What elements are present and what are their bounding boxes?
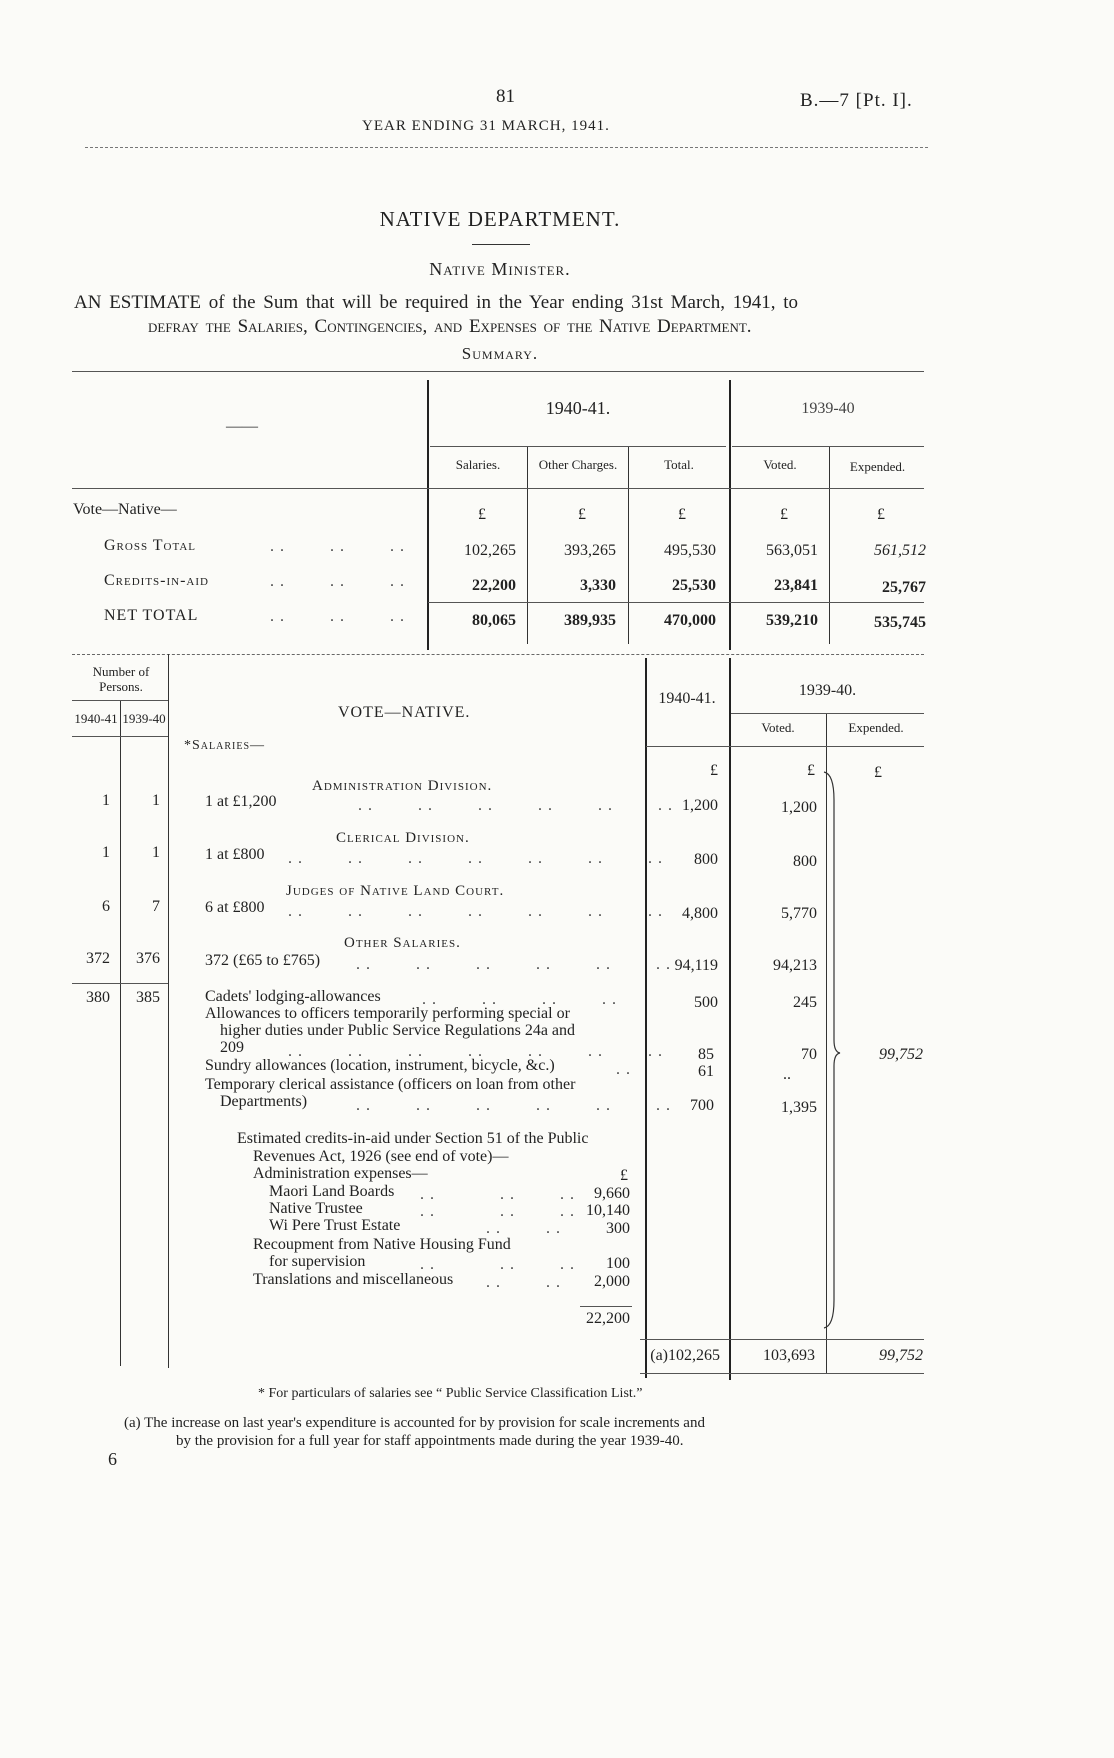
translations-label: Translations and miscellaneous bbox=[253, 1271, 454, 1288]
col-total: Total. bbox=[664, 457, 694, 472]
detail-col-voted: Voted. bbox=[761, 720, 795, 735]
allowance-line: Allowances to officers temporarily performing special or bbox=[205, 1005, 570, 1022]
detail-rule bbox=[731, 713, 924, 714]
credit-item-label: Maori Land Boards bbox=[269, 1183, 395, 1200]
leader-dots: .. .. .. bbox=[420, 1203, 580, 1220]
persons-prev: 1 bbox=[152, 792, 160, 809]
credits-salaries: 22,200 bbox=[472, 577, 516, 594]
gross-total-label: Gross Total bbox=[104, 537, 197, 554]
expended-group-total: 99,752 bbox=[879, 1046, 923, 1063]
amount-voted: 70 bbox=[801, 1046, 817, 1063]
leader-dots: .. .. .. bbox=[270, 608, 410, 625]
leader-dots: .. .. bbox=[486, 1274, 566, 1291]
credits-admin-label: Administration expenses— bbox=[253, 1165, 428, 1182]
amount-voted: 1,395 bbox=[781, 1099, 817, 1116]
persons-prev: 7 bbox=[152, 898, 160, 915]
col-expended: Expended. bbox=[849, 459, 906, 474]
credit-item-label: Wi Pere Trust Estate bbox=[269, 1217, 401, 1234]
credit-item-value: 9,660 bbox=[594, 1185, 630, 1202]
grand-total-current: (a)102,265 bbox=[650, 1347, 720, 1364]
amount-voted: 94,213 bbox=[773, 957, 817, 974]
leader-dots: .. .. .. bbox=[270, 573, 410, 590]
gross-salaries: 102,265 bbox=[464, 542, 516, 559]
recoupment-line: for supervision bbox=[269, 1253, 366, 1270]
section-heading: Clerical Division. bbox=[336, 830, 470, 846]
currency-symbol: £ bbox=[807, 762, 815, 779]
leader-dots: .. .. .. .. .. .. .. bbox=[288, 903, 668, 920]
header-rule bbox=[85, 147, 928, 148]
summary-rule bbox=[428, 602, 924, 603]
amount-current: 700 bbox=[690, 1097, 714, 1114]
credits-line: Estimated credits-in-aid under Section 51 of the Public bbox=[237, 1130, 589, 1147]
allowance-line: Sundry allowances (location, instrument, bicycle, &c.) bbox=[205, 1057, 555, 1074]
persons-prev: 376 bbox=[136, 950, 160, 967]
net-expended: 535,745 bbox=[874, 614, 926, 631]
section-heading: Judges of Native Land Court. bbox=[286, 883, 505, 899]
credits-voted: 23,841 bbox=[774, 577, 818, 594]
section-heading: Other Salaries. bbox=[344, 935, 461, 951]
summary-vline bbox=[729, 380, 731, 650]
minister-heading: Native Minister. bbox=[429, 259, 571, 279]
summary-vline bbox=[829, 446, 830, 644]
allowance-line: Cadets' lodging-allowances bbox=[205, 988, 381, 1005]
leader-dots: .. bbox=[616, 1061, 636, 1078]
persons-prev: 1 bbox=[152, 844, 160, 861]
credits-in-aid-label: Credits-in-aid bbox=[104, 572, 209, 589]
leader-dots: .. .. .. bbox=[420, 1186, 580, 1203]
persons-current: 1 bbox=[102, 844, 110, 861]
credit-item-value: 300 bbox=[606, 1220, 630, 1237]
persons-current: 6 bbox=[102, 898, 110, 915]
credits-line: Revenues Act, 1926 (see end of vote)— bbox=[253, 1148, 509, 1165]
gross-other-charges: 393,265 bbox=[564, 542, 616, 559]
vote-native-label: Vote—Native— bbox=[73, 501, 177, 518]
persons-header: Number of Persons. bbox=[92, 664, 150, 694]
title-rule bbox=[472, 244, 530, 245]
currency-symbol: £ bbox=[620, 1167, 628, 1184]
footnote-a-line-2: by the provision for a full year for staff appointments made during the year 1939-40. bbox=[176, 1433, 684, 1449]
summary-year-current: 1940-41. bbox=[545, 398, 611, 418]
summary-vline bbox=[628, 446, 629, 644]
currency-symbol: £ bbox=[578, 506, 586, 523]
footnote-star: * For particulars of salaries see “ Public Service Classification List.” bbox=[258, 1386, 643, 1401]
currency-symbol: £ bbox=[710, 762, 718, 779]
net-total-label: NET TOTAL bbox=[104, 607, 199, 624]
leader-dots: .. .. .. .. .. .. .. bbox=[288, 850, 668, 867]
allowance-line: higher duties under Public Service Regulations 24a and bbox=[220, 1022, 576, 1039]
detail-rule bbox=[72, 700, 168, 701]
summary-rule bbox=[72, 488, 924, 489]
net-total: 470,000 bbox=[664, 612, 716, 629]
summary-vline bbox=[427, 380, 429, 650]
leader-dots: .. .. .. .. .. .. bbox=[356, 1097, 676, 1114]
department-title: NATIVE DEPARTMENT. bbox=[379, 207, 621, 231]
credits-expended: 25,767 bbox=[882, 579, 926, 596]
credits-total: 25,530 bbox=[672, 577, 716, 594]
page-mark: 6 bbox=[108, 1449, 117, 1469]
amount-current: 85 bbox=[698, 1046, 714, 1063]
currency-symbol: £ bbox=[874, 764, 882, 781]
leader-dots: .. .. .. .. .. .. bbox=[358, 797, 678, 814]
grand-total-expended: 99,752 bbox=[879, 1347, 923, 1364]
amount-current: 1,200 bbox=[682, 797, 718, 814]
detail-year-current: 1940-41. bbox=[658, 690, 716, 707]
leader-dots: .. .. .. bbox=[270, 538, 410, 555]
allowance-line: Temporary clerical assistance (officers on loan from other bbox=[205, 1076, 576, 1093]
salaries-label: *Salaries— bbox=[184, 738, 266, 753]
summary-heading: Summary. bbox=[461, 344, 539, 363]
gross-expended: 561,512 bbox=[874, 542, 926, 559]
net-other-charges: 389,935 bbox=[564, 612, 616, 629]
detail-bottom-rule bbox=[640, 1373, 924, 1374]
allowance-line: Departments) bbox=[220, 1093, 308, 1110]
amount-voted: 245 bbox=[793, 994, 817, 1011]
col-salaries: Salaries. bbox=[455, 457, 501, 472]
summary-year-prev: 1939-40 bbox=[801, 400, 855, 417]
persons-current: 372 bbox=[86, 950, 110, 967]
summary-bottom-rule bbox=[72, 654, 924, 655]
credit-item-label: Native Trustee bbox=[269, 1200, 363, 1217]
page-number: 81 bbox=[496, 86, 515, 107]
col-voted: Voted. bbox=[763, 457, 797, 472]
persons-total-prev: 385 bbox=[136, 989, 160, 1006]
estimate-line-2: defray the Salaries, Contingencies, and Expenses of the Native Department. bbox=[148, 316, 752, 337]
recoupment-value: 100 bbox=[606, 1255, 630, 1272]
currency-symbol: £ bbox=[678, 506, 686, 523]
grand-total-voted: 103,693 bbox=[763, 1347, 815, 1364]
summary-rule bbox=[732, 446, 924, 447]
currency-symbol: £ bbox=[478, 506, 486, 523]
vote-native-title: VOTE—NATIVE. bbox=[338, 704, 471, 721]
amount-current: 61 bbox=[698, 1063, 714, 1080]
credit-item-value: 10,140 bbox=[586, 1202, 630, 1219]
detail-year-prev: 1939-40. bbox=[798, 682, 857, 699]
salary-line: 1 at £800 bbox=[205, 846, 265, 863]
summary-dash: —— bbox=[226, 418, 258, 435]
gross-voted: 563,051 bbox=[766, 542, 818, 559]
persons-current: 1 bbox=[102, 792, 110, 809]
summary-rule bbox=[430, 446, 726, 447]
detail-vline bbox=[168, 654, 169, 1368]
persons-col-prev: 1939-40 bbox=[122, 711, 166, 726]
credits-total: 22,200 bbox=[586, 1310, 630, 1327]
credits-other-charges: 3,330 bbox=[580, 577, 616, 594]
persons-total-current: 380 bbox=[86, 989, 110, 1006]
currency-symbol: £ bbox=[780, 506, 788, 523]
detail-col-expended: Expended. bbox=[848, 720, 904, 735]
summary-top-rule bbox=[72, 371, 924, 372]
detail-rule bbox=[646, 746, 924, 747]
document-reference: B.—7 [Pt. I]. bbox=[800, 90, 913, 111]
allowance-line: 209 bbox=[220, 1039, 244, 1056]
col-other-charges: Other Charges. bbox=[538, 457, 618, 472]
footnote-a-line-1: (a) The increase on last year's expenditure is accounted for by provision for scale increments and bbox=[124, 1415, 705, 1431]
leader-dots: .. .. .. .. bbox=[422, 991, 622, 1008]
net-salaries: 80,065 bbox=[472, 612, 516, 629]
amount-voted: 1,200 bbox=[781, 799, 817, 816]
leader-dots: .. .. .. .. .. .. bbox=[356, 956, 676, 973]
amount-voted: .. bbox=[783, 1066, 791, 1083]
amount-current: 500 bbox=[694, 994, 718, 1011]
detail-rule bbox=[640, 1339, 924, 1340]
currency-symbol: £ bbox=[877, 506, 885, 523]
estimate-line-1: AN ESTIMATE of the Sum that will be required in the Year ending 31st March, 1941, to bbox=[74, 292, 798, 313]
amount-current: 800 bbox=[694, 851, 718, 868]
translations-value: 2,000 bbox=[594, 1273, 630, 1290]
persons-col-current: 1940-41 bbox=[74, 711, 118, 726]
recoupment-line: Recoupment from Native Housing Fund bbox=[253, 1236, 511, 1253]
salary-line: 372 (£65 to £765) bbox=[205, 952, 321, 969]
salary-line: 1 at £1,200 bbox=[205, 793, 277, 810]
year-heading: YEAR ENDING 31 MARCH, 1941. bbox=[362, 118, 610, 134]
detail-rule bbox=[72, 736, 168, 737]
detail-rule bbox=[580, 1306, 632, 1307]
amount-voted: 5,770 bbox=[781, 905, 817, 922]
leader-dots: .. .. bbox=[486, 1220, 566, 1237]
amount-voted: 800 bbox=[793, 853, 817, 870]
detail-rule bbox=[72, 983, 168, 984]
amount-current: 94,119 bbox=[674, 957, 718, 974]
amount-current: 4,800 bbox=[682, 905, 718, 922]
leader-dots: .. .. .. .. .. .. .. bbox=[288, 1043, 668, 1060]
section-heading: Administration Division. bbox=[312, 778, 493, 794]
leader-dots: .. .. .. bbox=[420, 1256, 580, 1273]
gross-total: 495,530 bbox=[664, 542, 716, 559]
net-voted: 539,210 bbox=[766, 612, 818, 629]
salary-line: 6 at £800 bbox=[205, 899, 265, 916]
